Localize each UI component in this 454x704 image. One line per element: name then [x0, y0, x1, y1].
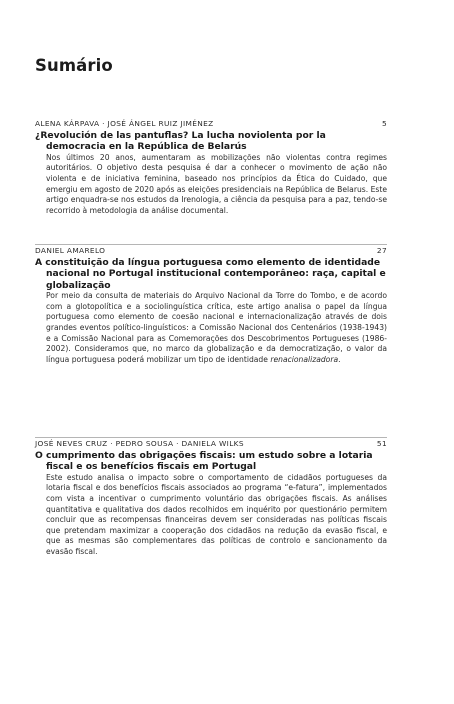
- entry-page-number: 5: [381, 119, 387, 128]
- entry-authors: JOSÉ NEVES CRUZ · PEDRO SOUSA · DANIELA WILKS: [35, 439, 244, 448]
- toc-entry: [35, 438, 387, 558]
- entry-title[interactable]: O cumprimento das obrigações fiscais: um estudo sobre a lotaria fiscal e os benefícios fiscais em Portugal: [35, 450, 373, 473]
- entry-title[interactable]: A constituição da língua portuguesa como elemento de identidade nacional no Portugal institucional contemporâneo: raça, capital e globalização: [35, 257, 386, 291]
- abstract-end: .: [338, 354, 341, 364]
- toc-entry: [35, 245, 387, 365]
- entry-page-number: 27: [376, 246, 387, 255]
- entry-header: [35, 438, 387, 450]
- entry-abstract: Nos últimos 20 anos, aumentaram as mobilizações não violentas contra regimes autoritários. O objetivo desta pesquisa é dar a conhecer o movimento de ação não violenta e de iniciativa feminina, baseado nos princípios da Ética do Cuidado, que emergiu em agosto de 2020 após as eleições presidenciais na República de Belarus. Este artigo enquadra-se nos estudos da Irenologia, a ciência da pesquisa para a paz, tendo-se recorrido à metodologia da análise documental.: [46, 152, 387, 215]
- toc-entry: [35, 118, 387, 216]
- entry-header: [35, 118, 387, 130]
- entry-header: [35, 245, 387, 257]
- abstract-emphasis: renacionalizadora: [270, 354, 339, 364]
- entry-title[interactable]: ¿Revolución de las pantuflas? La lucha noviolenta por la democracia en la República de Belarús: [35, 130, 326, 153]
- page-title: Sumário: [35, 56, 113, 75]
- entry-abstract: Este estudo analisa o impacto sobre o comportamento de cidadãos portugueses da lotaria fiscal e dos benefícios fiscais associados ao programa “e-fatura”, implementados com vista a incentivar o cumprimento voluntário das obrigações fiscais. As análises quantitativa e qualitativa dos dados recolhidos em inquérito por questionário permitem concluir que as recompensas financeiras devem ser consideradas nas políticas fiscais que pretendam maximizar a cooperação dos cidadãos na redução da evasão fiscal, e que as mesmas são complementares das políticas de controlo e sancionamento da evasão fiscal.: [46, 472, 387, 556]
- entry-authors: DANIEL AMARELO: [35, 246, 106, 255]
- abstract-text: Por meio da consulta de materiais do Arquivo Nacional da Torre do Tombo, e de acordo com a glotopolítica e a sociolinguística crítica, este artigo analisa o papel da língua portuguesa como elemento de coesão nacional e internacionalização através de dois grandes eventos político-linguísticos: a Comissão Nacional dos Centenários (1938-1943) e a Comissão Nacional para as Comemorações dos Descobrimentos Portugueses (1986-2002). Consideramos que, no marco da globalização e da democratização, o valor da língua portuguesa poderá mobilizar um tipo de identidade: [46, 291, 387, 364]
- entry-abstract: [35, 291, 387, 365]
- entry-authors: ALENA KÁRPAVA · JOSÉ ÁNGEL RUIZ JIMÉNEZ: [35, 119, 214, 128]
- entry-page-number: 51: [376, 439, 387, 448]
